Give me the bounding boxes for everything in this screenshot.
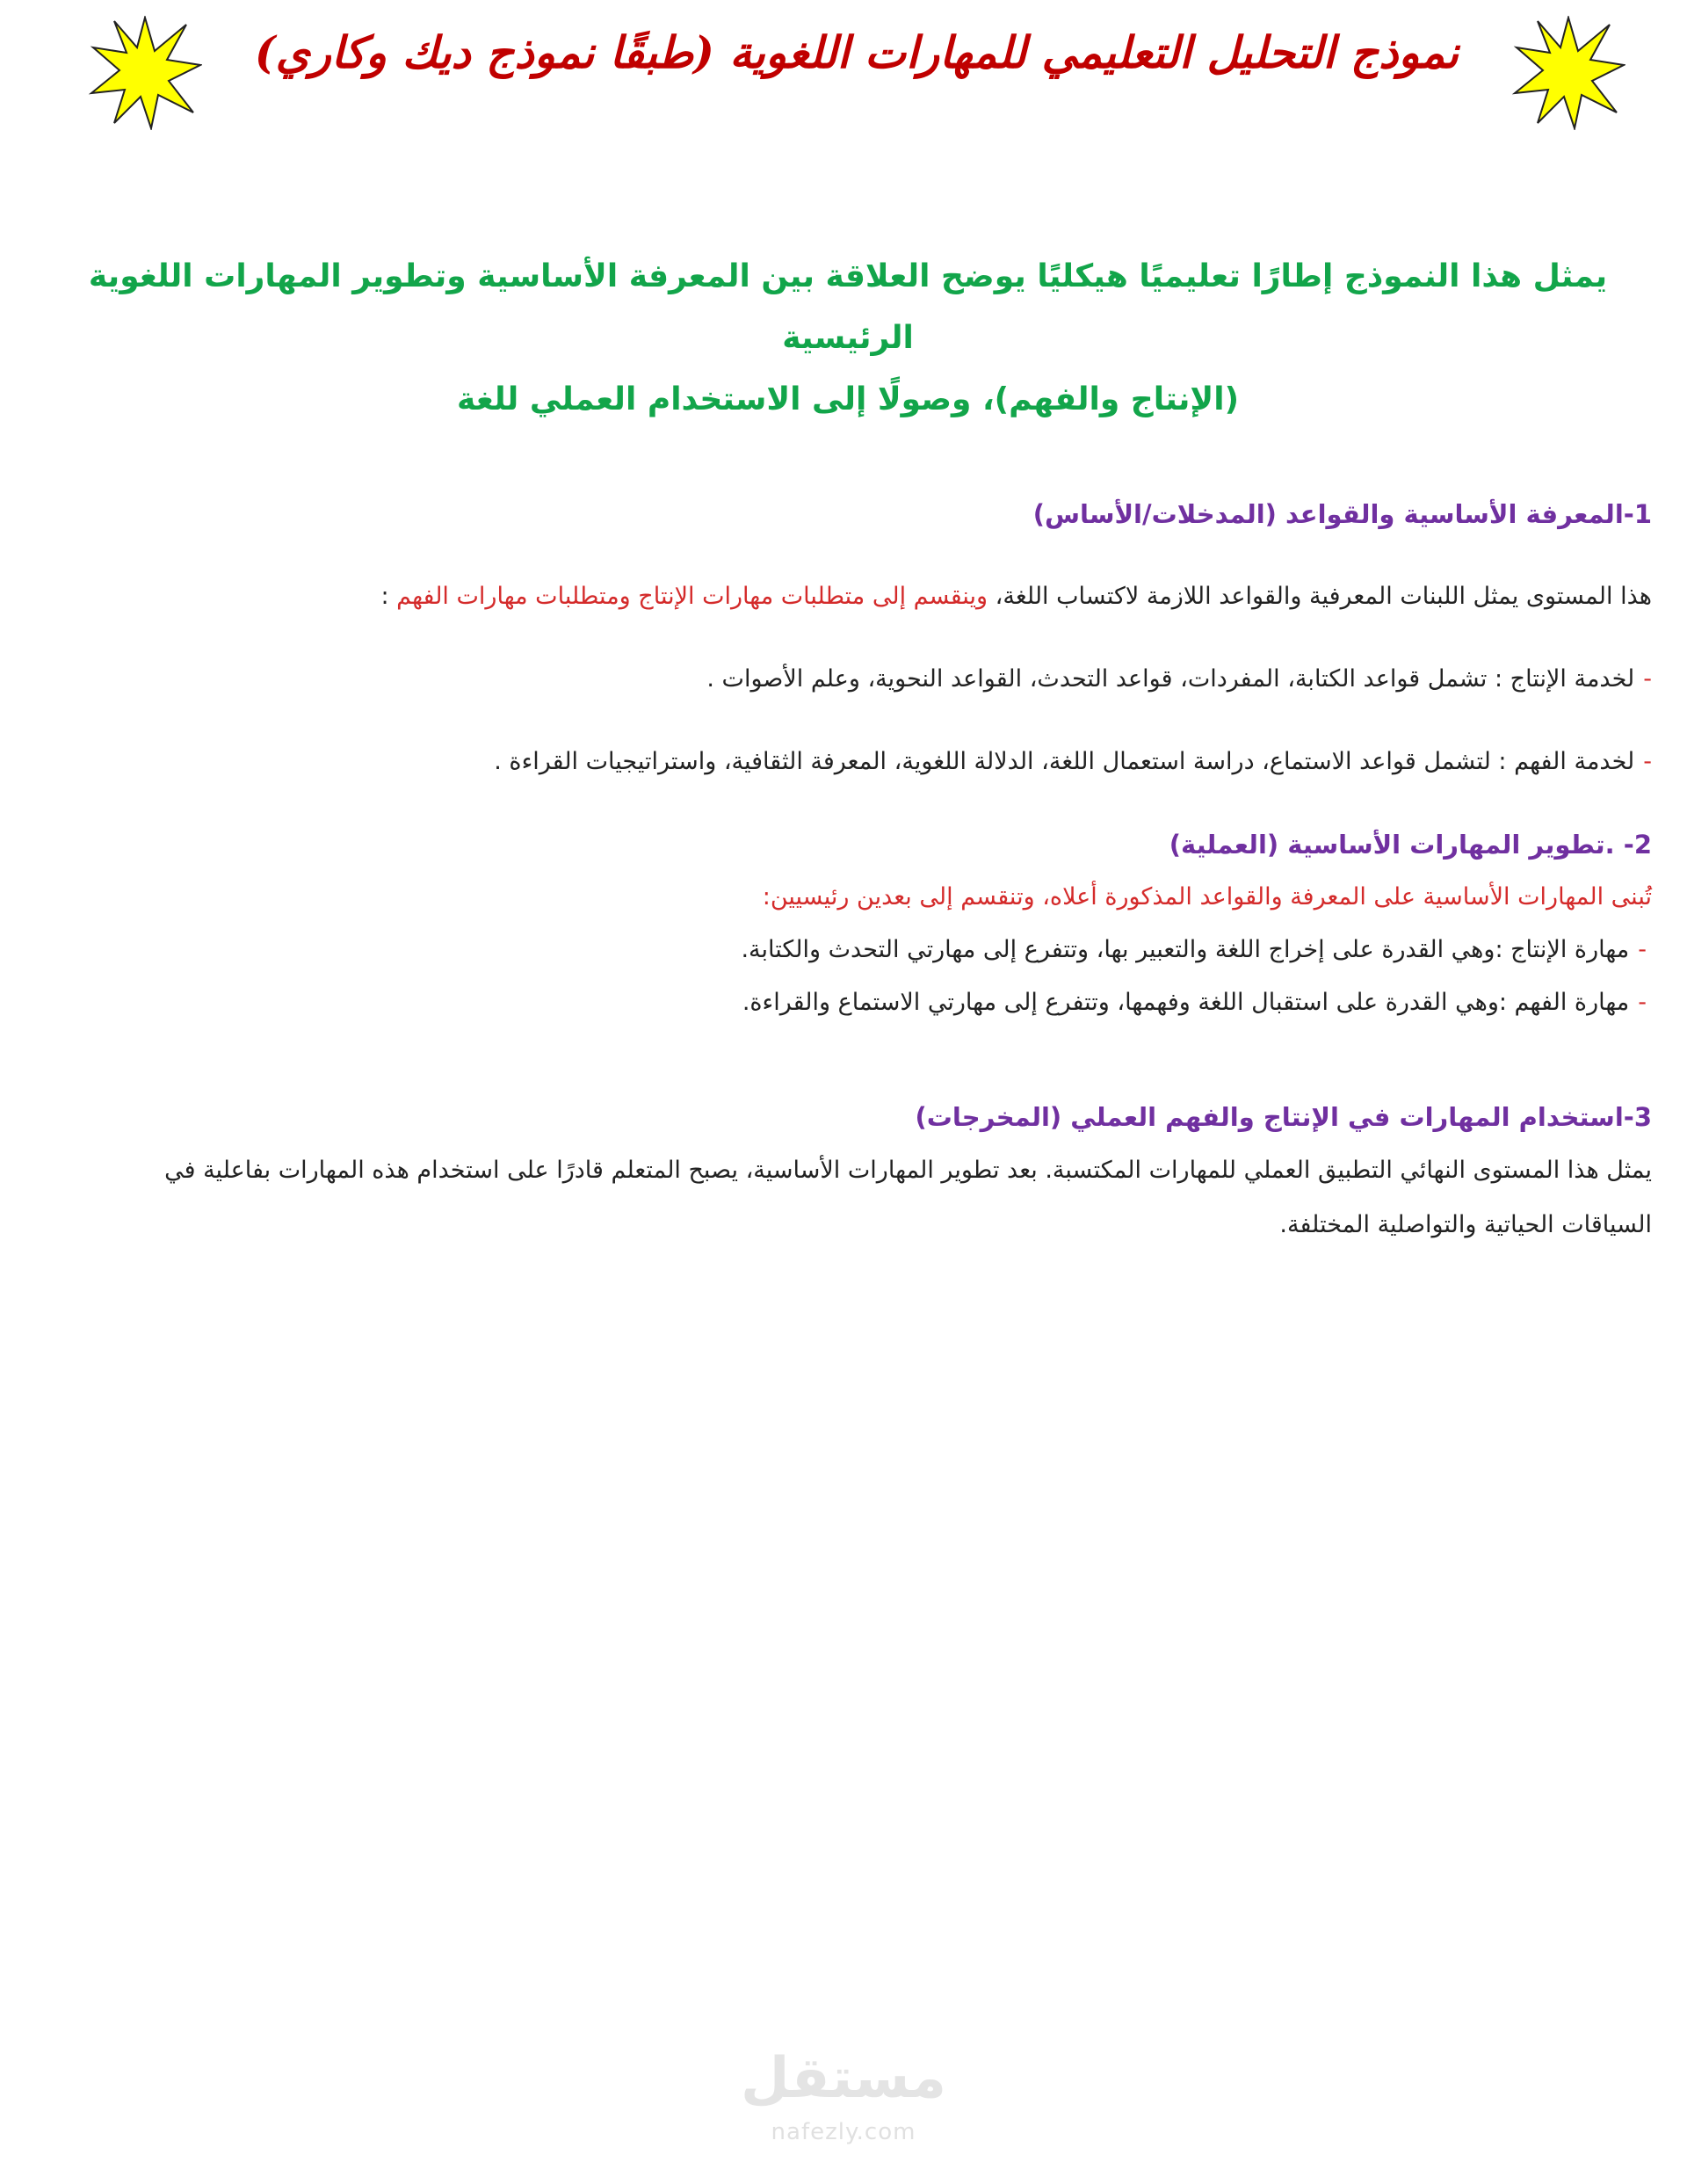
section-paragraph: يمثل هذا المستوى النهائي التطبيق العملي للمهارات المكتسبة. بعد تطوير المهارات الأساسية، يصبح المتعلم قادرًا على استخدام هذه المهارات بفاعلية في — [164, 1157, 1652, 1184]
section-heading: 2- .تطوير المهارات الأساسية (العملية) — [1169, 830, 1652, 860]
section-paragraph: السياقات الحياتية والتواصلية المختلفة. — [1279, 1211, 1652, 1238]
paragraph-text: هذا المستوى يمثل اللبنات المعرفية والقواعد اللازمة لاكتساب اللغة، — [988, 583, 1652, 610]
paragraph-text: : — [380, 583, 397, 610]
watermark-text: مستقل — [740, 2046, 947, 2111]
list-item-text: مهارة الإنتاج :وهي القدرة على إخراج اللغة والتعبير بها، وتتفرع إلى مهارتي التحدث والكتابة. — [741, 936, 1630, 963]
section-heading: 1-المعرفة الأساسية والقواعد (المدخلات/الأساس) — [1032, 499, 1652, 529]
intro-paragraph — [70, 246, 1625, 431]
star-burst-icon — [88, 16, 202, 130]
list-item — [35, 653, 1652, 706]
section-2 — [35, 818, 1652, 1029]
highlighted-text: وينقسم إلى متطلبات مهارات الإنتاج ومتطلبات مهارات الفهم — [396, 583, 988, 610]
bullet-mark: - — [1643, 665, 1652, 693]
list-item — [35, 976, 1652, 1029]
section-paragraph — [35, 570, 1652, 623]
watermark-site: nafezly.com — [771, 2119, 916, 2145]
intro-line: يمثل هذا النموذج إطارًا تعليميًا هيكليًا يوضح العلاقة بين المعرفة الأساسية وتطوير المهارات اللغوية الرئيسية — [88, 258, 1608, 356]
section-heading: 3-استخدام المهارات في الإنتاج والفهم العملي (المخرجات) — [915, 1102, 1652, 1132]
section-3 — [35, 1091, 1652, 1252]
watermark-logo — [738, 2043, 949, 2175]
bullet-mark: - — [1638, 989, 1647, 1016]
list-item — [35, 924, 1652, 976]
star-burst-icon — [1511, 16, 1625, 130]
list-item — [35, 736, 1652, 788]
bullet-mark: - — [1638, 936, 1647, 963]
section-lead: تُبنى المهارات الأساسية على المعرفة والقواعد المذكورة أعلاه، وتنقسم إلى بعدين رئيسيين: — [762, 883, 1652, 911]
intro-line: (الإنتاج والفهم)، وصولًا إلى الاستخدام العملي للغة — [456, 381, 1240, 417]
section-1 — [35, 488, 1652, 788]
list-item-text: لخدمة الإنتاج : تشمل قواعد الكتابة، المفردات، قواعد التحدث، القواعد النحوية، وعلم الأصوات . — [706, 665, 1635, 693]
page-title: نموذج التحليل التعليمي للمهارات اللغوية (طبقًا نموذج ديك وكاري) — [254, 26, 1459, 78]
bullet-mark: - — [1643, 748, 1652, 775]
list-item-text: مهارة الفهم :وهي القدرة على استقبال اللغة وفهمها، وتتفرع إلى مهارتي الاستماع والقراءة. — [742, 989, 1630, 1016]
document-body — [35, 488, 1652, 1252]
list-item-text: لخدمة الفهم : لتشمل قواعد الاستماع، دراسة استعمال اللغة، الدلالة اللغوية، المعرفة الثقافية، واستراتيجيات القراءة . — [494, 748, 1635, 775]
title-banner — [88, 16, 1625, 130]
